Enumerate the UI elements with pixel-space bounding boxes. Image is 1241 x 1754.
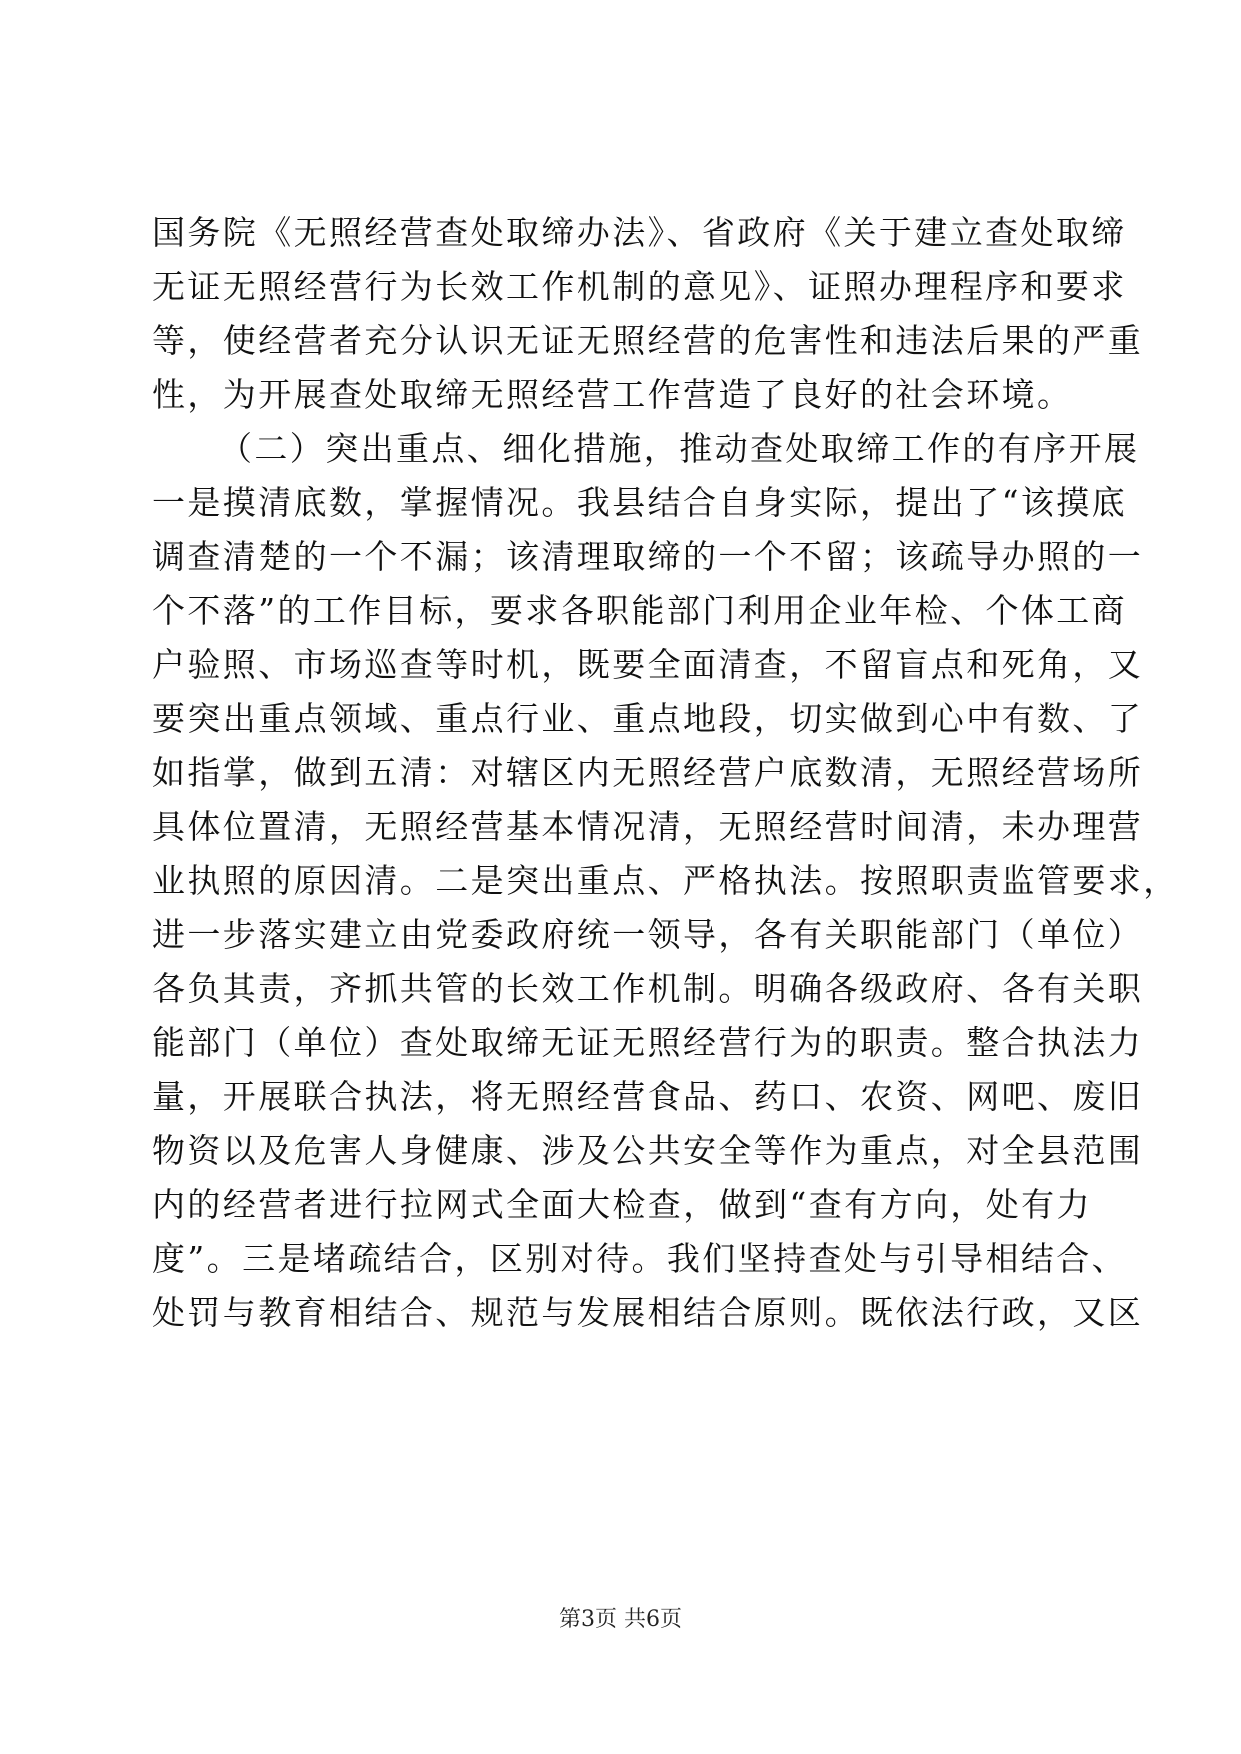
text-line: 要突出重点领域、重点行业、重点地段，切实做到心中有数、了 — [152, 699, 1144, 738]
text-line: 各负其责，齐抓共管的长效工作机制。明确各级政府、各有关职 — [152, 969, 1144, 1008]
text-line: 量，开展联合执法，将无照经营食品、药口、农资、网吧、废旧 — [152, 1077, 1144, 1116]
page-footer: 第3页 共6页 — [559, 1607, 682, 1632]
text-line: 一是摸清底数，掌握情况。我县结合自身实际，提出了“该摸底 — [152, 483, 1128, 522]
text-line: 处罚与教育相结合、规范与发展相结合原则。既依法行政，又区 — [152, 1293, 1144, 1332]
text-line: 度”。三是堵疏结合，区别对待。我们坚持查处与引导相结合、 — [152, 1239, 1128, 1278]
text-line: 进一步落实建立由党委政府统一领导，各有关职能部门（单位） — [152, 915, 1144, 954]
text-line: 性，为开展查处取缔无照经营工作营造了良好的社会环境。 — [152, 375, 1073, 414]
section-heading: （二）突出重点、细化措施，推动查处取缔工作的有序开展 — [219, 429, 1140, 468]
text-line: 个不落”的工作目标，要求各职能部门利用企业年检、个体工商 — [152, 591, 1128, 630]
text-line: 具体位置清，无照经营基本情况清，无照经营时间清，未办理营 — [152, 807, 1144, 846]
text-line: 调查清楚的一个不漏；该清理取缔的一个不留；该疏导办照的一 — [152, 537, 1144, 576]
text-line: 能部门（单位）查处取缔无证无照经营行为的职责。整合执法力 — [152, 1023, 1144, 1062]
text-line: 等，使经营者充分认识无证无照经营的危害性和违法后果的严重 — [152, 321, 1144, 360]
text-line: 内的经营者进行拉网式全面大检查，做到“查有方向，处有力 — [152, 1185, 1092, 1224]
text-line: 国务院《无照经营查处取缔办法》、省政府《关于建立查处取缔 — [152, 213, 1127, 252]
text-line: 业执照的原因清。二是突出重点、严格执法。按照职责监管要求， — [152, 861, 1179, 900]
text-line: 如指掌，做到五清：对辖区内无照经营户底数清，无照经营场所 — [152, 753, 1144, 792]
text-line: 户验照、市场巡查等时机，既要全面清查，不留盲点和死角，又 — [152, 645, 1144, 684]
text-line: 无证无照经营行为长效工作机制的意见》、证照办理程序和要求 — [152, 267, 1127, 306]
text-line: 物资以及危害人身健康、涉及公共安全等作为重点，对全县范围 — [152, 1131, 1144, 1170]
